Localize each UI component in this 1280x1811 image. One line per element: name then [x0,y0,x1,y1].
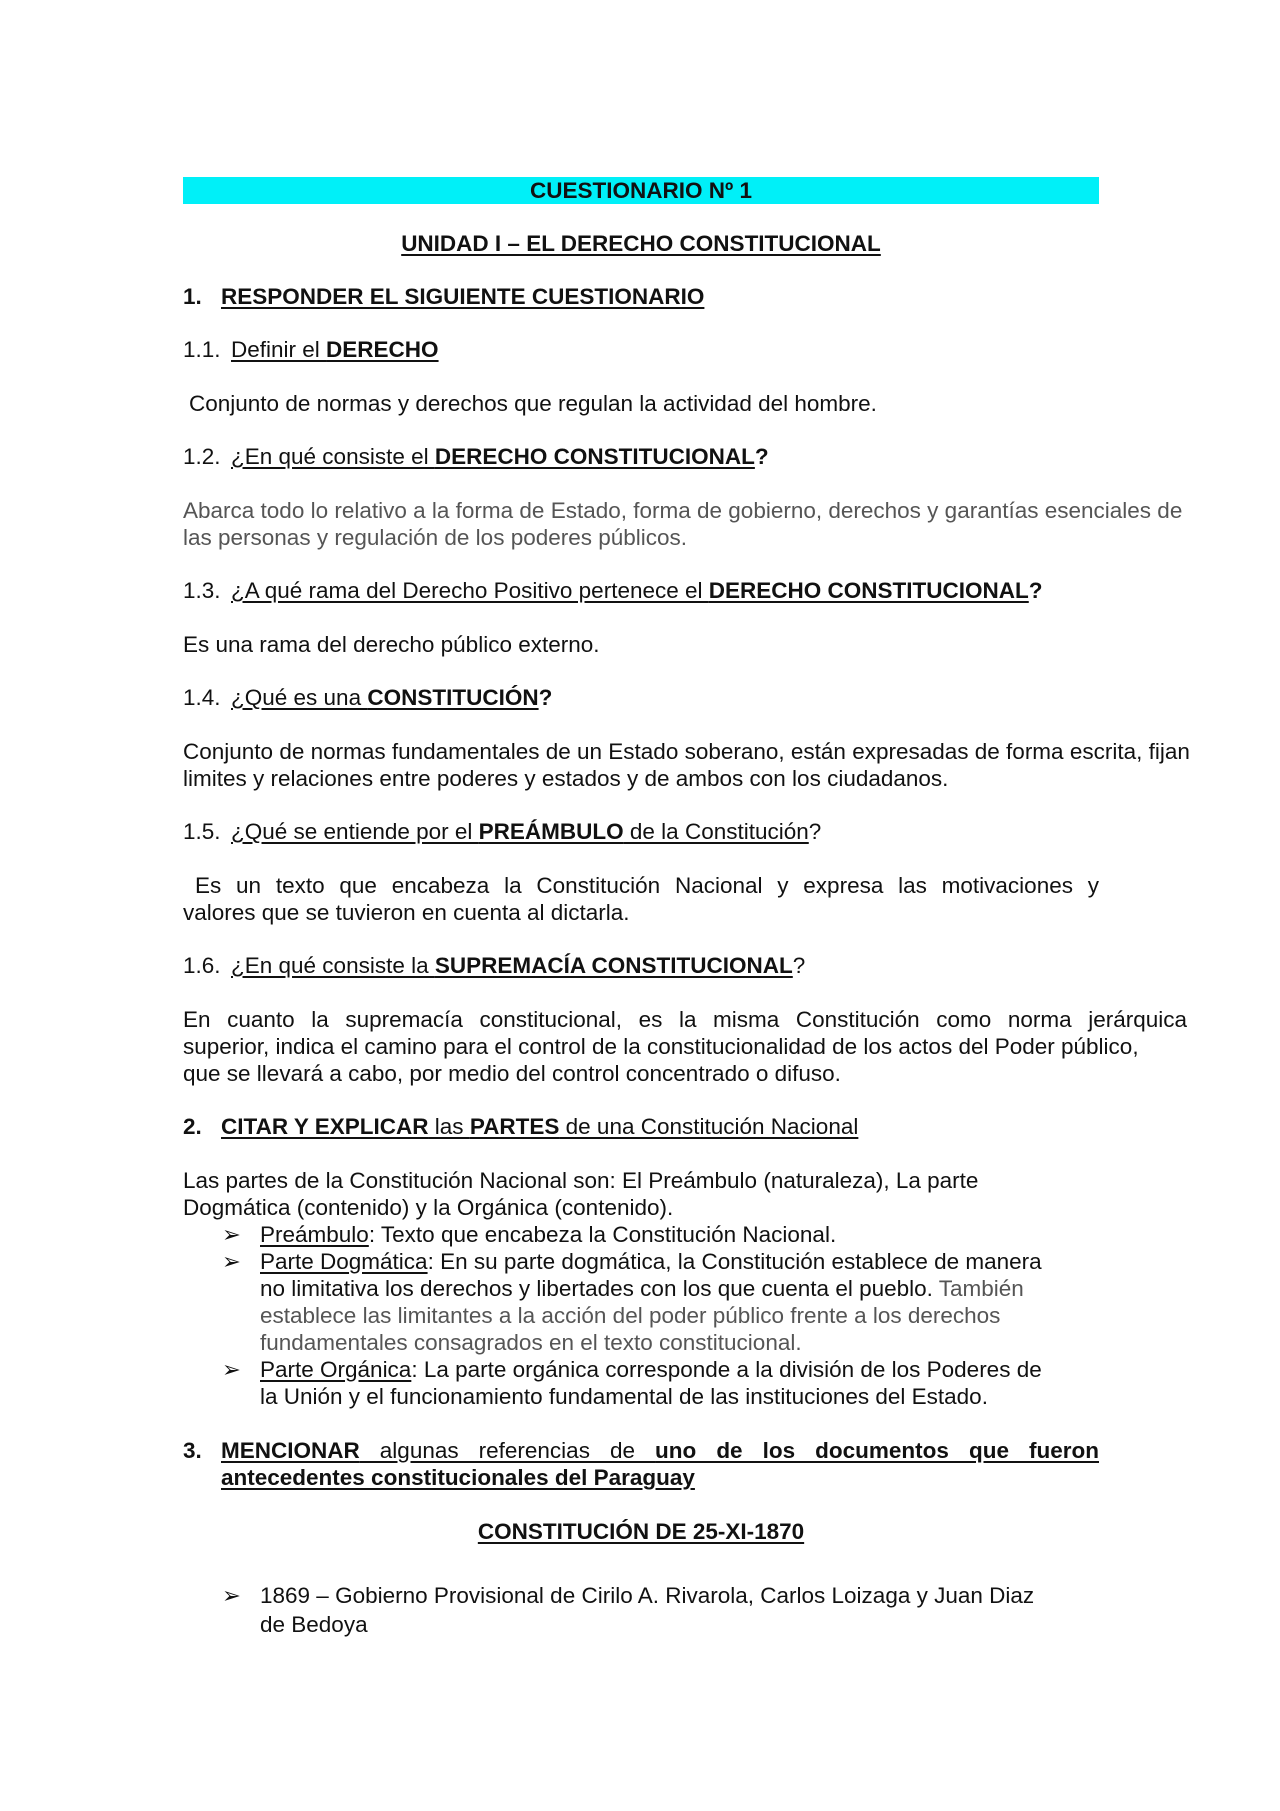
question-number: 1.1. [183,337,221,362]
list-item-preambulo [222,1221,1102,1248]
answer-1-6-line-3: que se llevará a cabo, por medio del control concentrado o difuso. [183,1061,841,1086]
section-1-heading [183,283,1083,310]
question-text [231,952,805,979]
question-mid: de la Constitución [623,819,809,844]
question-bold: PREÁMBULO [478,819,624,844]
section-1-number: 1. [183,284,202,309]
section-2-title [221,1113,858,1140]
question-number: 1.6. [183,953,221,978]
question-bold: DERECHO CONSTITUCIONAL [708,578,1029,603]
question-number: 1.2. [183,444,221,469]
question-pre: ¿A qué rama del Derecho Positivo pertenece el [231,578,709,603]
question-text [231,577,1043,604]
unit-title-text: UNIDAD I – EL DERECHO CONSTITUCIONAL [401,231,881,256]
list-item-parte-dogmatica [222,1248,1102,1356]
question-pre: ¿En qué consiste la [231,953,435,978]
list-item-label: Parte Orgánica [260,1357,412,1382]
list-item-line-1: 1869 – Gobierno Provisional de Cirilo A. Rivarola, Carlos Loizaga y Juan Diaz [260,1583,1035,1608]
question-1-1 [183,336,1083,363]
list-item-line-2b: También [938,1276,1024,1301]
section-3-heading [183,1437,1103,1491]
section-2-bold-1: CITAR Y EXPLICAR [221,1114,429,1139]
question-bold: CONSTITUCIÓN [367,685,539,710]
bullet-arrow-icon: ➢ [222,1583,241,1608]
question-post: ? [538,685,553,710]
list-item-line-2a: no limitativa los derechos y libertades con los que cuenta el pueblo. [260,1276,939,1301]
question-pre: ¿Qué es una [231,685,368,710]
section-3-subtitle-text: CONSTITUCIÓN DE 25-XI-1870 [477,1519,805,1544]
question-1-2 [183,443,1083,470]
bullet-arrow-icon: ➢ [222,1222,241,1247]
list-item-line-2: la Unión y el funcionamiento fundamental de las instituciones del Estado. [260,1384,988,1409]
section-2-number: 2. [183,1114,202,1139]
answer-1-6-line-1: En cuanto la supremacía constitucional, es la misma Constitución como norma jerárquica [183,1007,1187,1032]
section-2-mid-2: de una Constitución Nacional [559,1114,859,1139]
section-2-mid-1: las [428,1114,470,1139]
section-3-number: 3. [183,1438,202,1463]
section-2-bold-2: PARTES [469,1114,560,1139]
answer-1-3: Es una rama del derecho público externo. [183,632,600,657]
list-item-line-4: fundamentales consagrados en el texto constitucional. [260,1330,802,1355]
list-item-1869 [222,1581,1102,1641]
question-bold: SUPREMACÍA CONSTITUCIONAL [434,953,793,978]
unit-title [183,230,1099,257]
answer-1-1: Conjunto de normas y derechos que regulan la actividad del hombre. [189,391,877,416]
question-post: ? [754,444,769,469]
question-text [231,443,769,470]
list-item-line-2 [260,1275,1024,1302]
question-pre: Definir el [231,337,327,362]
question-1-6 [183,952,1083,979]
answer-1-2-line-2: las personas y regulación de los poderes públicos. [183,525,688,550]
section-3-title-line-1 [221,1437,1099,1464]
list-item-line-3: establece las limitantes a la acción del poder público frente a los derechos [260,1303,1001,1328]
section-3-title-line-2: antecedentes constitucionales del Paraguay [221,1465,695,1490]
answer-1-5-line-2: valores que se tuvieron en cuenta al dictarla. [183,900,630,925]
question-number: 1.4. [183,685,221,710]
answer-1-5-line-1: Es un texto que encabeza la Constitución Nacional y expresa las motivaciones y [195,873,1099,898]
section-3-subtitle [183,1518,1099,1545]
question-number: 1.3. [183,578,221,603]
question-1-4 [183,684,1083,711]
list-item-label: Parte Dogmática [260,1249,428,1274]
question-post: ? [1028,578,1043,603]
answer-1-4-line-1: Conjunto de normas fundamentales de un Estado soberano, están expresadas de forma escrita, fijan [183,739,1190,764]
list-item-parte-organica [222,1356,1102,1410]
banner-title: CUESTIONARIO Nº 1 [530,178,752,203]
list-item-text: : La parte orgánica corresponde a la división de los Poderes de [411,1357,1042,1382]
bullet-arrow-icon: ➢ [222,1357,241,1382]
question-pre: ¿En qué consiste el [231,444,435,469]
question-number: 1.5. [183,819,221,844]
question-bold: DERECHO CONSTITUCIONAL [434,444,755,469]
question-text [231,684,552,711]
section-2-heading [183,1113,1103,1140]
section-2-intro-line-1: Las partes de la Constitución Nacional son: El Preámbulo (naturaleza), La parte [183,1168,979,1193]
section-3-mid: algunas referencias de [359,1438,656,1463]
question-text [231,818,821,845]
question-1-5 [183,818,1083,845]
question-post: ? [808,819,822,844]
list-item-text: : En su parte dogmática, la Constitución establece de manera [427,1249,1042,1274]
section-2-intro-line-2: Dogmática (contenido) y la Orgánica (contenido). [183,1195,674,1220]
question-1-3 [183,577,1103,604]
answer-1-6-line-2: superior, indica el camino para el control de la constitucionalidad de los actos del Poder público, [183,1034,1139,1059]
section-1-title: RESPONDER EL SIGUIENTE CUESTIONARIO [221,284,705,309]
question-bold: DERECHO [326,337,439,362]
answer-1-4-line-2: limites y relaciones entre poderes y estados y de ambos con los ciudadanos. [183,766,949,791]
answer-1-2-line-1: Abarca todo lo relativo a la forma de Estado, forma de gobierno, derechos y garantías esenciales de [183,498,1183,523]
title-banner [183,177,1099,204]
question-post: ? [792,953,806,978]
section-3-bold-2: uno de los documentos que fueron [655,1438,1099,1463]
question-pre: ¿Qué se entiende por el [231,819,479,844]
section-3-bold-1: MENCIONAR [221,1438,360,1463]
list-item-text: : Texto que encabeza la Constitución Nacional. [368,1222,837,1247]
list-item-label: Preámbulo [260,1222,369,1247]
bullet-arrow-icon: ➢ [222,1249,241,1274]
question-text [231,336,439,363]
list-item-line-2: de Bedoya [260,1612,368,1637]
